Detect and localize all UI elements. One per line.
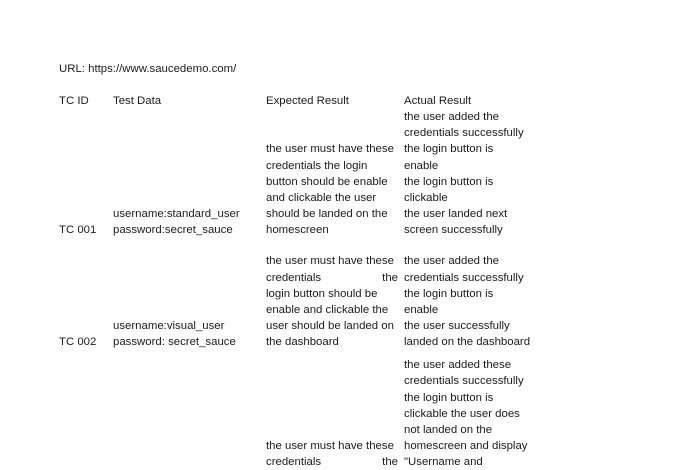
row-1-actual-line: the user added the [404,111,499,124]
row-2-actual-line: the user successfully [404,319,510,332]
row-2-actual-cell [404,253,530,350]
row-3-actual-line: homescreen and display [404,439,528,452]
row-2-tc-id: TC 002 [59,335,97,348]
row-1-expected-line: button should be enable [266,175,388,188]
row-2-expected-line: user should be landed on [266,319,394,332]
row-1-test-data-line: password:secret_sauce [113,223,233,236]
row-1-expected-line: and clickable the user [266,191,377,204]
row-3-actual-line: credentials successfully [404,375,524,388]
row-1-actual-line: screen successfully [404,223,503,236]
row-1-actual-cell [404,108,524,238]
row-2-actual-line: landed on the dashboard [404,335,531,348]
row-3-actual-line: "Username and [404,455,483,468]
row-2-expected-line: the dashboard [266,335,339,348]
row-2-test-data-line: username:visual_user [113,319,225,332]
row-1-actual-line: clickable [404,191,448,204]
row-2-expected-line: the user must have these [266,255,394,268]
row-2-actual-line: the user added the [404,255,499,268]
row-3-expected-cell [266,350,398,470]
row-1-expected-line: homescreen [266,223,329,236]
row-1-actual-line: the login button is [404,143,494,156]
row-3-actual-line: the login button is [404,391,494,404]
url-line: URL: https://www.saucedemo.com/ [59,63,237,75]
header-actual-result: Actual Result [404,95,472,107]
row-1-actual-line: credentials successfully [404,127,524,140]
row-1-test-data-line: username:standard_user [113,207,240,220]
row-3-actual-line: clickable the user does [404,407,520,420]
header-expected-result: Expected Result [266,95,349,107]
row-1-expected-line: should be landed on the [266,207,388,220]
row-2-actual-line: enable [404,303,439,316]
row-2-expected-line: enable and clickable the [266,303,389,316]
row-1-actual-line: the login button is [404,175,494,188]
row-3-expected-line: the user must have these [266,439,394,452]
row-1-expected-cell [266,108,398,238]
row-2-expected-cell [266,253,398,350]
row-3-actual-line: not landed on the [404,423,493,436]
row-2-actual-line: credentials successfully [404,271,524,284]
header-tc-id: TC ID [59,95,89,107]
row-3-expected-line: credentials the [266,455,398,468]
row-1-tc-id-cell [59,108,96,238]
row-2-tc-id-cell [59,253,96,350]
row-2-expected-line: login button should be [266,287,378,300]
row-1-test-data-cell [113,108,240,238]
row-3-actual-cell [404,350,527,470]
row-1-expected-line: the user must have these [266,143,394,156]
row-1-tc-id: TC 001 [59,223,97,236]
row-3-actual-line: the user added these [404,359,512,372]
row-2-expected-line: credentials the [266,271,398,284]
row-2-test-data-line: password: secret_sauce [113,335,236,348]
row-2-test-data-cell [113,253,236,350]
header-test-data: Test Data [113,95,162,107]
row-1-expected-line: credentials the login [266,159,368,172]
row-1-actual-line: the user landed next [404,207,508,220]
row-2-actual-line: the login button is [404,287,494,300]
row-1-actual-line: enable [404,159,439,172]
